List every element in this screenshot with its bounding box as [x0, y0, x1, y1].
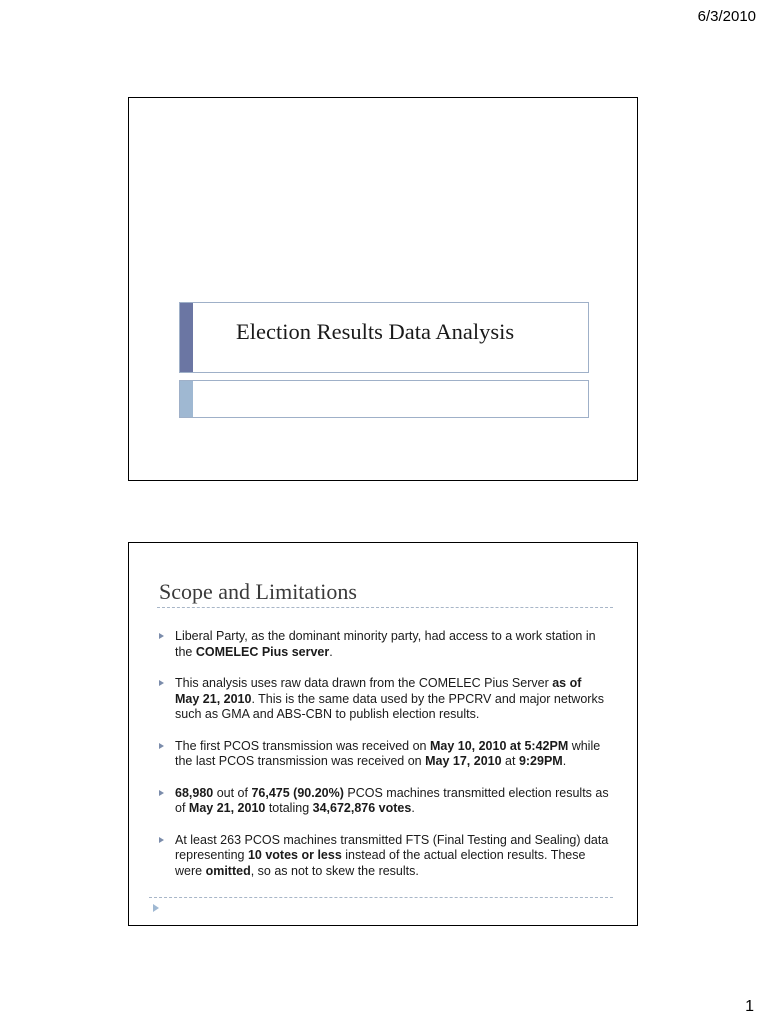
bullet-text: This analysis uses raw data drawn from the COMELEC Pius Server	[175, 676, 553, 690]
bullet-text: The first PCOS transmission was received on	[175, 738, 430, 753]
bullet-text: totaling	[265, 801, 313, 815]
bullet-text: .	[411, 801, 415, 815]
slide-title-text: Election Results Data Analysis	[236, 319, 515, 344]
subtitle-box	[179, 380, 589, 418]
bullet-text: . This is the same data used by the PPCRV and major networks such as GMA and ABS-CBN to publish election results.	[175, 691, 604, 721]
bullet-text-bold: May 17, 2010	[425, 754, 502, 768]
bullet-list	[159, 629, 609, 895]
bullet-arrow-icon	[159, 633, 164, 639]
bullet-item	[159, 833, 609, 880]
bullet-text: At least 263 PCOS machines transmitted FTS (Final Testing and Sealing) data representing	[175, 832, 609, 862]
bullet-text: out of	[213, 785, 252, 800]
title-box	[179, 302, 589, 373]
title-accent-bar	[180, 303, 193, 372]
bullet-text: instead of the actual election results. These were	[175, 848, 586, 878]
bullet-text: , so as not to skew the results.	[250, 863, 419, 878]
bullet-text-bold: May 10, 2010 at 5:42PM	[429, 738, 569, 753]
bullet-text: while the last PCOS transmission was received on	[175, 738, 601, 768]
bullet-arrow-icon	[159, 790, 164, 796]
bullet-text-bold: 68,980	[175, 785, 214, 800]
bullet-text: .	[329, 644, 333, 659]
bullet-text-bold: as of May 21, 2010	[175, 676, 582, 706]
bullet-arrow-icon	[159, 680, 164, 686]
bullet-text: Liberal Party, as the dominant minority party, had access to a work station in the	[175, 629, 596, 659]
bullet-text: .	[562, 754, 567, 768]
page-number: 1	[745, 998, 754, 1015]
footer-divider	[149, 897, 613, 898]
bullet-item	[159, 676, 609, 723]
slide-heading: Scope and Limitations	[159, 579, 357, 604]
bullet-text-bold: 76,475 (90.20%)	[251, 785, 344, 800]
bullet-text-bold: omitted	[205, 863, 251, 878]
bullet-arrow-icon	[159, 743, 164, 749]
bullet-arrow-icon	[159, 837, 164, 843]
bullet-text-bold: May 21, 2010	[188, 801, 266, 815]
bullet-text-bold: 10 votes or less	[247, 848, 342, 862]
bullet-item	[159, 629, 609, 660]
bullet-text-bold: 34,672,876 votes	[312, 801, 412, 815]
heading-divider	[157, 607, 613, 608]
bullet-text-bold: COMELEC Pius server	[195, 644, 330, 659]
slide-scope	[128, 542, 638, 926]
subtitle-accent-bar	[180, 381, 193, 417]
bullet-text: at	[501, 754, 519, 768]
slide-title	[128, 97, 638, 481]
bullet-item	[159, 739, 609, 770]
bullet-text: PCOS machines transmitted election results as of	[175, 785, 609, 815]
bullet-item	[159, 786, 609, 817]
bullet-text-bold: 9:29PM	[518, 754, 563, 768]
footer-arrow-icon	[153, 904, 159, 912]
page-date: 6/3/2010	[697, 8, 756, 25]
